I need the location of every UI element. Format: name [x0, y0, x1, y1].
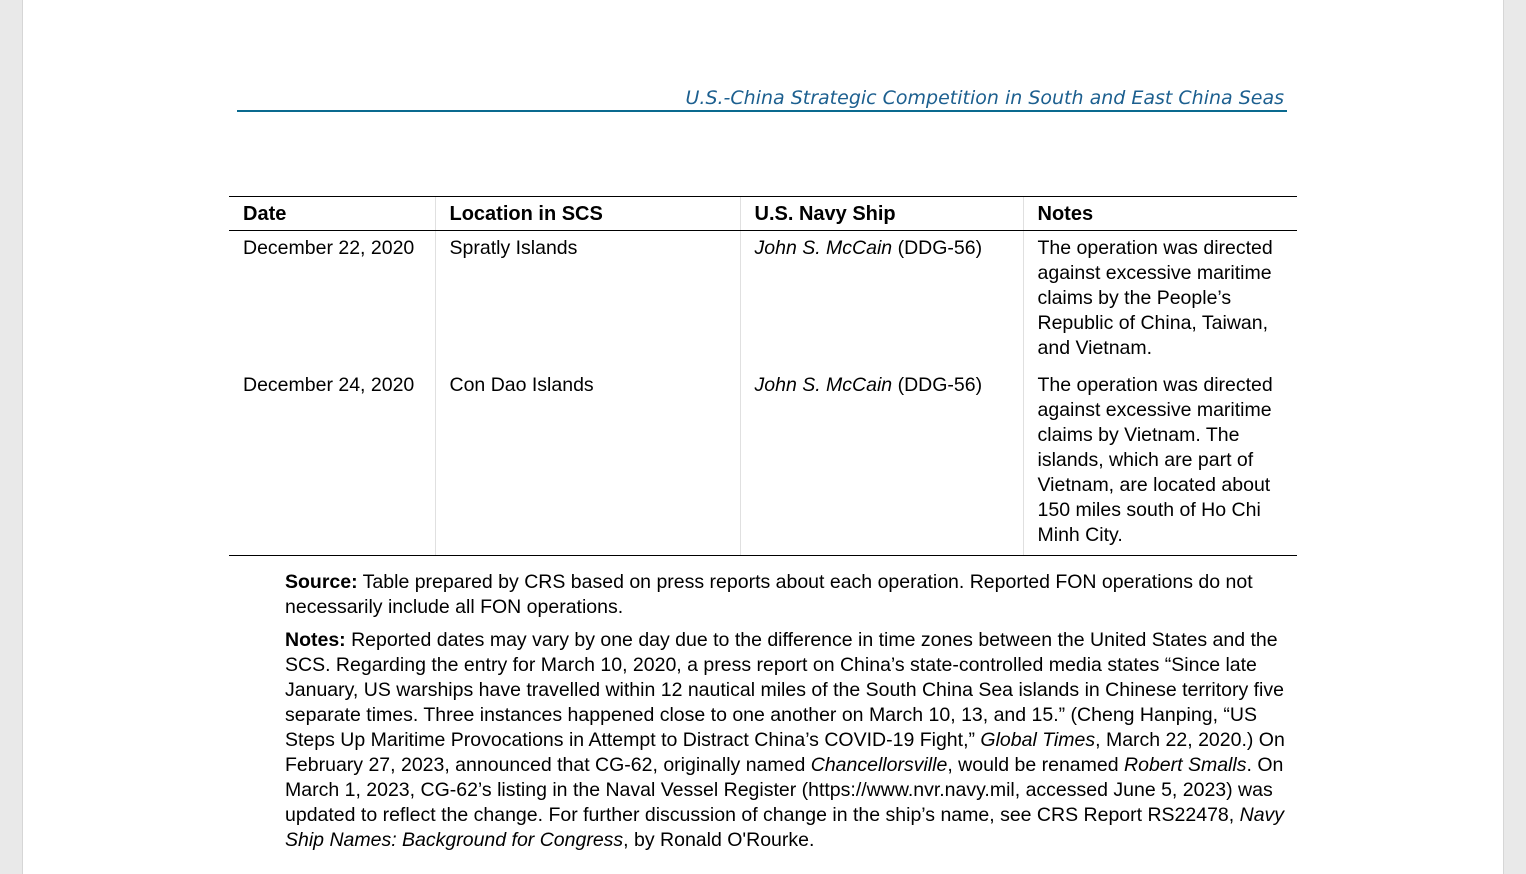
notes-text: , would be renamed: [947, 754, 1125, 776]
cell-date: December 22, 2020: [243, 237, 415, 259]
cell-ship: [740, 231, 1023, 369]
running-header: [237, 86, 1287, 112]
fon-operations-table-wrapper: [229, 196, 1297, 556]
source-note: [285, 570, 1285, 620]
cell-date: December 24, 2020: [229, 368, 435, 556]
table-row: [229, 231, 1297, 369]
notes-label: Notes:: [285, 629, 346, 651]
cell-notes: The operation was directed against excessive maritime claims by the People’s Republic of China, Taiwan, and Vietnam.: [1023, 231, 1297, 369]
column-header-location: Location in SCS: [435, 197, 740, 231]
ship-name: Robert Smalls: [1124, 754, 1247, 776]
publication-title: Global Times: [980, 729, 1096, 751]
cell-location: Spratly Islands: [435, 231, 740, 369]
ship-name: Chancellorsville: [810, 754, 948, 776]
running-header-title: U.S.-China Strategic Competition in South and East China Seas: [685, 87, 1284, 109]
table-header-row: [229, 197, 1297, 231]
ship-hull-number: (DDG-56): [892, 374, 983, 396]
ship-name: John S. McCain: [754, 374, 893, 396]
column-header-ship: U.S. Navy Ship: [740, 197, 1023, 231]
cell-ship: [740, 368, 1023, 556]
fon-operations-table: [229, 196, 1297, 556]
notes-text: , March 22, 2020.) On February 27, 2023, announced that CG-62, originally named: [285, 729, 1285, 776]
notes-paragraph: [285, 628, 1285, 853]
notes-text: Reported dates may vary by one day due to the difference in time zones between the United States and the SCS. Regarding the entry for March 10, 2020, a press report on China’s state-controlled media states “Since late January, US warships have travelled within 12 nautical miles of the South China Sea islands in Chinese territory five separate times. Three instances happened close to one another on March 10, 13, and 15.” (Cheng Hanping, “US Steps Up Maritime Provocations in Attempt to Distract China’s COVID-19 Fight,”: [285, 629, 1284, 751]
cell-location: Con Dao Islands: [435, 368, 740, 556]
source-label: Source:: [285, 571, 358, 593]
notes-text: . On March 1, 2023, CG-62’s listing in the Naval Vessel Register (https://www.nvr.navy.mil, accessed June 5, 2023) was updated to reflect the change. For further discussion of change in the ship’s name, see CRS Report RS22478,: [285, 754, 1284, 826]
document-page: [22, 0, 1504, 874]
cell-notes: The operation was directed against excessive maritime claims by Vietnam. The islands, which are part of Vietnam, are located about 150 miles south of Ho Chi Minh City.: [1023, 368, 1297, 556]
column-header-notes: Notes: [1023, 197, 1297, 231]
ship-name: John S. McCain: [754, 237, 893, 259]
source-text: Table prepared by CRS based on press reports about each operation. Reported FON operations do not necessarily include all FON operations.: [285, 571, 1253, 618]
report-title: Navy Ship Names: Background for Congress: [285, 804, 1285, 851]
notes-text: , by Ronald O'Rourke.: [623, 829, 815, 851]
table-row: [229, 368, 1297, 556]
table-footnotes: [285, 570, 1285, 861]
ship-hull-number: (DDG-56): [892, 237, 983, 259]
column-header-date: Date: [229, 197, 435, 231]
